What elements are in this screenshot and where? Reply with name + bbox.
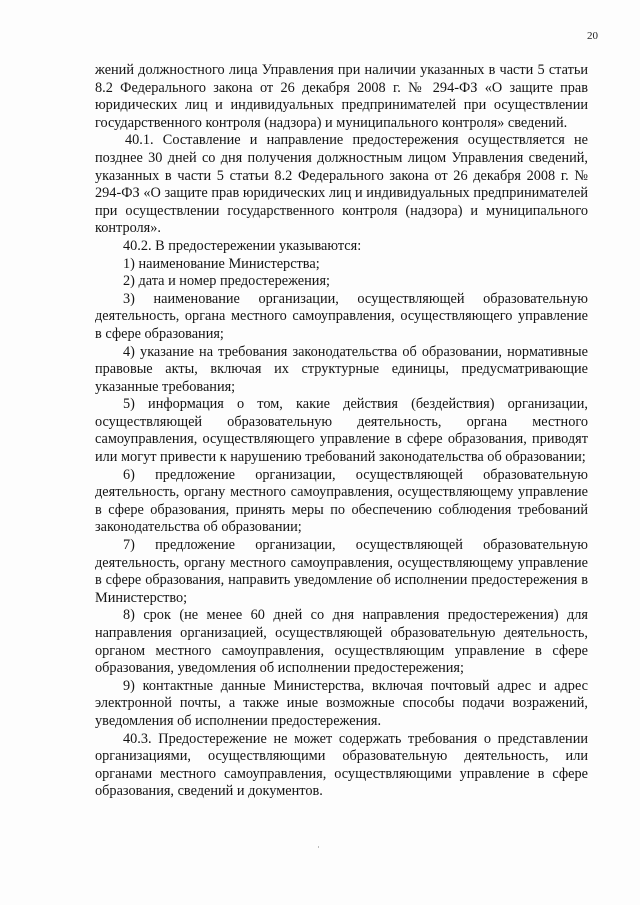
list-item-4: 4) указание на требования законодательства об образовании, нормативные правовые акты, включая их структурные единицы, предусматривающие указанные требования; (95, 343, 588, 395)
page-number: 20 (587, 30, 598, 42)
list-item-9: 9) контактные данные Министерства, включая почтовый адрес и адрес электронной почты, а также иные возможные способы подачи возражений, уведомления об исполнении предостережения. (95, 677, 588, 729)
paragraph-40-2: 40.2. В предостережении указываются: (123, 237, 362, 254)
list-item-2: 2) дата и номер предостережения; (123, 273, 330, 290)
scan-speck (318, 846, 319, 848)
list-item-1: 1) наименование Министерства; (123, 255, 320, 272)
list-item-5: 5) информация о том, какие действия (бездействия) организации, осуществляющей образовательную деятельность, органа местного самоуправления, осуществляющего управление в сфере образования, приводят или могут привести к нарушению требований законодательства об образовании; (95, 396, 588, 466)
list-item-7: 7) предложение организации, осуществляющей образовательную деятельность, органу местного самоуправления, осуществляющему управление в сфере образования, направить уведомление об исполнении предостережения в Министерство; (95, 537, 588, 606)
document-body (95, 62, 588, 801)
list-item-8: 8) срок (не менее 60 дней со дня направления предостережения) для направления организацией, осуществляющей образовательную деятельность, органом местного самоуправления, осуществляющим управление в сфере образования, уведомления об исполнении предостережения; (95, 607, 588, 677)
paragraph-40-1: 40.1. Составление и направление предостережения осуществляется не позднее 30 дней со дня получения должностным лицом Управления сведений, указанных в части 5 статьи 8.2 Федерального закона от 26 декабря 2008 г. № 294-ФЗ «О защите прав юридических лиц и индивидуальных предпринимателей при осуществлении государственного контроля (надзора) и муниципального контроля». (95, 132, 588, 237)
paragraph-40-3: 40.3. Предостережение не может содержать требования о представлении организациями, осуществляющими образовательную деятельность, или органами местного самоуправления, осуществляющими управление в сфере образования, сведений и документов. (95, 730, 588, 800)
list-item-3: 3) наименование организации, осуществляющей образовательную деятельность, органа местного самоуправления, осуществляющего управление в сфере образования; (95, 290, 588, 342)
paragraph-continuation: жений должностного лица Управления при наличии указанных в части 5 статьи 8.2 Федерального закона от 26 декабря 2008 г. № 294-ФЗ «О защите прав юридических лиц и индивидуальных предпринимателей при осуществлении государственного контроля (надзора) и муниципального контроля» сведений. (95, 62, 588, 131)
list-item-6: 6) предложение организации, осуществляющей образовательную деятельность, органу местного самоуправления, осуществляющему управление в сфере образования, принять меры по обеспечению соблюдения требований законодательства об образовании; (95, 466, 588, 536)
